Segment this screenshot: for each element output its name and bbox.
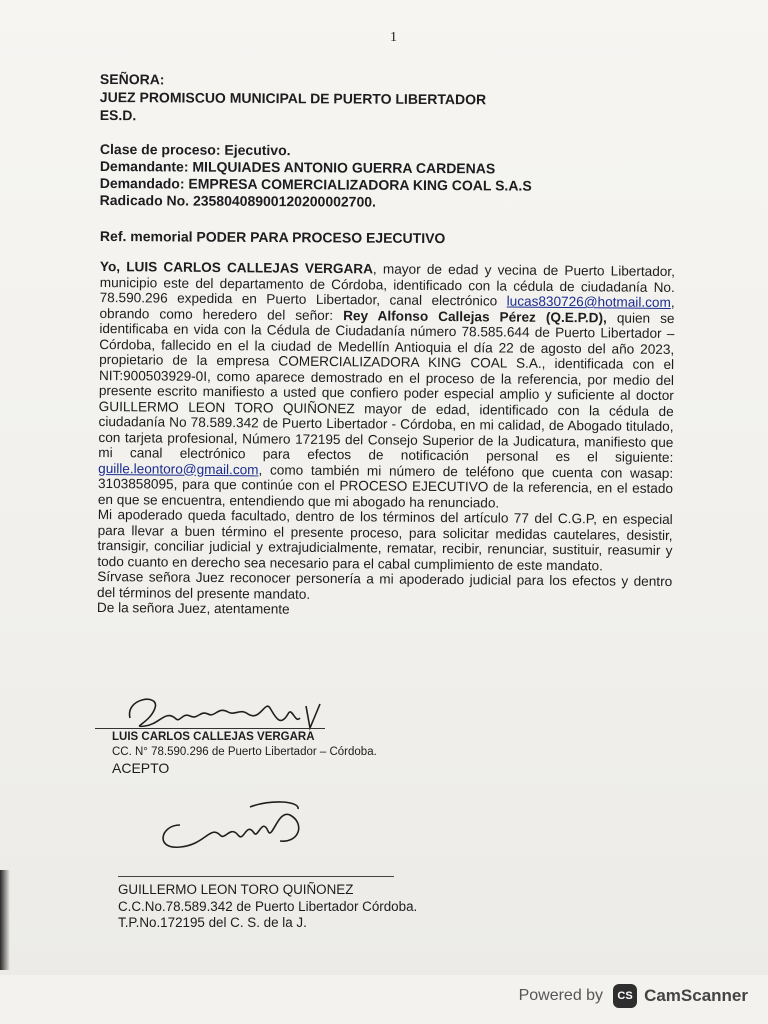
signature-line xyxy=(118,876,394,877)
addressee-line: ES.D. xyxy=(99,106,137,124)
deceased-name: Rey Alfonso Callejas Pérez (Q.E.P.D), xyxy=(343,307,607,325)
case-details xyxy=(100,141,678,213)
grantor-name: LUIS CARLOS CALLEJAS VERGARA xyxy=(112,731,315,743)
defendant: Demandado: EMPRESA COMERCIALIZADORA KING COAL S.A.S xyxy=(99,174,532,194)
addressee-header xyxy=(100,70,678,128)
grantor-intro: Yo, LUIS CARLOS CALLEJAS VERGARA xyxy=(99,259,374,277)
attorney-name: GUILLERMO LEON TORO QUIÑONEZ xyxy=(118,882,354,897)
filing-number: Radicado No. 23580408900120200002700. xyxy=(99,191,377,210)
camscanner-logo-icon: CS xyxy=(613,984,637,1008)
case-type: Clase de proceso: Ejecutivo. xyxy=(99,141,291,159)
grantor-id: CC. N° 78.590.296 de Puerto Libertador – Córdoba. xyxy=(112,746,377,758)
attorney-id: C.C.No.78.589.342 de Puerto Libertador Córdoba. xyxy=(118,898,418,914)
addressee-line: SEÑORA: xyxy=(99,70,165,88)
powered-by-text: Powered by xyxy=(518,987,604,1004)
attorney-email-link[interactable]: guille.leontoro@gmail.com xyxy=(98,460,259,477)
reference-line: Ref. memorial PODER PARA PROCESO EJECUTIVO xyxy=(99,228,446,247)
paragraph-power-of-attorney: Yo, LUIS CARLOS CALLEJAS VERGARA, mayor de edad y vecina de Puerto Libertador, municipio este del departamento de Córdoba, identificado con la cédula de ciudadanía No. 78.590.296 expedida en Puerto Libertador, canal electrónico lucas830726@hotmail.com, obrando como heredero del señor: Rey Alfonso Callejas Pérez (Q.E.P.D), quien se identificaba en vida con la Cédula de Ciudadanía número 78.585.644 de Puerto Libertador – Córdoba, fallecido en el la ciudad de Medellín Antioquia el día 22 de agosto del año 2023, propietario de la empresa COMERCIALIZADORA KING COAL S.A., identificada con el NIT:900503929-0I, como aparece demostrado en el proceso de la referencia, por medio del presente escrito manifiesto a usted que confiero poder especial amplio y suficiente al doctor GUILLERMO LEON TORO QUIÑONEZ mayor de edad, identificado con la cédula de ciudadanía No 78.589.342 de Puerto Libertador - Córdoba, en mi calidad, de Abogado titulado, con tarjeta profesional, Número 172195 del Consejo Superior de la Judicatura, manifiesto que mi canal electrónico para efectos de notificación personal es el siguiente: guille.leontoro@gmail.com, como también mi número de teléfono que cuenta con wasap: 3103858095, para que continúe con el PROCESO EJECUTIVO de la referencia, en el estado en que se encuentra, entendiendo que mi abogado ha renunciado. xyxy=(97,259,675,510)
addressee-line: JUEZ PROMISCUO MUNICIPAL DE PUERTO LIBERTADOR xyxy=(99,88,487,108)
grantor-email-link[interactable]: lucas830726@hotmail.com xyxy=(506,293,671,310)
paragraph-request: Sírvase señora Juez reconocer personería a mi apoderado judicial para los efectos y dentro del términos del presente mandato. xyxy=(97,568,673,602)
scanner-watermark xyxy=(519,984,748,1008)
attorney-professional-card: T.P.No.172195 del C. S. de la J. xyxy=(118,915,307,930)
signature-line xyxy=(95,728,325,729)
attorney-signature-block xyxy=(118,882,417,932)
page-edge-shadow xyxy=(0,870,10,970)
letter-body xyxy=(97,259,675,621)
camscanner-brand: CamScanner xyxy=(644,986,748,1005)
closing-line: De la señora Juez, atentamente xyxy=(96,599,290,617)
page-number: 1 xyxy=(390,30,397,45)
plaintiff: Demandante: MILQUIADES ANTONIO GUERRA CARDENAS xyxy=(99,157,496,177)
paragraph-faculties: Mi apoderado queda facultado, dentro de los términos del artículo 77 del C.G.P, en especial para llevar a buen término el presente proceso, para solicitar medidas cautelares, desistir, transigir, conciliar judicial y extrajudicialmente, rematar, recibir, renunciar, sustituir, reasumir y todo cuanto en derecho sea necesario para el cabal cumplimiento de este mandato. xyxy=(97,506,673,573)
attorney-signature xyxy=(150,795,330,865)
acceptance-label: ACEPTO xyxy=(112,760,170,776)
